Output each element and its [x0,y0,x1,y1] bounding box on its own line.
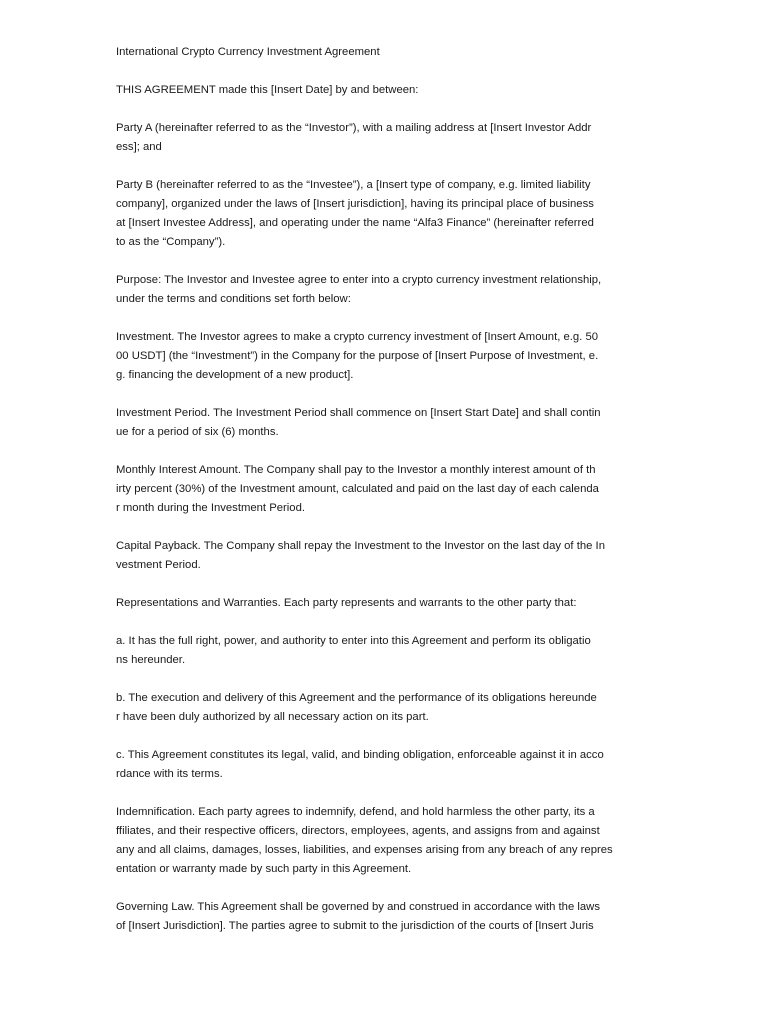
paragraph-line: under the terms and conditions set forth below: [116,293,351,305]
paragraph-line: ue for a period of six (6) months. [116,426,279,438]
paragraph-line: b. The execution and delivery of this Agreement and the performance of its obligations hereunde [116,692,597,704]
paragraph-line: r month during the Investment Period. [116,502,306,514]
paragraph [116,594,656,613]
paragraph-line: Representations and Warranties. Each party represents and warrants to the other party that: [116,597,577,609]
paragraph [116,461,656,518]
paragraph [116,898,656,936]
paragraph-line: to as the “Company”). [116,236,226,248]
paragraph [116,176,656,252]
paragraph-line: any and all claims, damages, losses, liabilities, and expenses arising from any breach of any repres [116,844,613,856]
document-title [116,43,656,62]
paragraph [116,689,656,727]
paragraph-line: Party B (hereinafter referred to as the “Investee”), a [Insert type of company, e.g. limited liability [116,179,591,191]
paragraph-line: Indemnification. Each party agrees to indemnify, defend, and hold harmless the other party, its a [116,806,595,818]
paragraph-line: 00 USDT] (the “Investment”) in the Company for the purpose of [Insert Purpose of Investment, e. [116,350,599,362]
paragraph [116,746,656,784]
paragraph [116,803,656,879]
paragraph-line: c. This Agreement constitutes its legal, valid, and binding obligation, enforceable against it in acco [116,749,604,761]
paragraph [116,632,656,670]
paragraph [116,404,656,442]
paragraph [116,271,656,309]
paragraph-line: irty percent (30%) of the Investment amount, calculated and paid on the last day of each calenda [116,483,599,495]
paragraph [116,328,656,385]
paragraph-line: at [Insert Investee Address], and operating under the name “Alfa3 Finance” (hereinafter referred [116,217,594,229]
document-body [116,43,656,955]
paragraph [116,537,656,575]
paragraph-line: company], organized under the laws of [Insert jurisdiction], having its principal place of business [116,198,594,210]
paragraph-line: ess]; and [116,141,162,153]
paragraph-line: a. It has the full right, power, and authority to enter into this Agreement and perform its obligatio [116,635,591,647]
paragraph-line: r have been duly authorized by all necessary action on its part. [116,711,429,723]
paragraph-line: entation or warranty made by such party in this Agreement. [116,863,412,875]
paragraph-line: Investment Period. The Investment Period shall commence on [Insert Start Date] and shall contin [116,407,601,419]
paragraph-line: g. financing the development of a new product]. [116,369,354,381]
paragraph [116,81,656,100]
paragraph-line: ns hereunder. [116,654,186,666]
paragraph-line: Monthly Interest Amount. The Company shall pay to the Investor a monthly interest amount of th [116,464,596,476]
paragraph-line: Party A (hereinafter referred to as the “Investor”), with a mailing address at [Insert Investor Addr [116,122,592,134]
paragraph-line: Capital Payback. The Company shall repay the Investment to the Investor on the last day of the In [116,540,605,552]
paragraph-line: of [Insert Jurisdiction]. The parties agree to submit to the jurisdiction of the courts of [Insert Juris [116,920,594,932]
paragraph-line: Purpose: The Investor and Investee agree to enter into a crypto currency investment relationship, [116,274,602,286]
paragraph [116,119,656,157]
paragraph-line: ffiliates, and their respective officers, directors, employees, agents, and assigns from and against [116,825,600,837]
paragraph-list [116,81,656,936]
paragraph-line: vestment Period. [116,559,201,571]
title-line: International Crypto Currency Investment Agreement [116,46,380,58]
paragraph-line: THIS AGREEMENT made this [Insert Date] by and between: [116,84,419,96]
paragraph-line: Investment. The Investor agrees to make a crypto currency investment of [Insert Amount, e.g. 50 [116,331,599,343]
paragraph-line: Governing Law. This Agreement shall be governed by and construed in accordance with the laws [116,901,600,913]
paragraph-line: rdance with its terms. [116,768,223,780]
